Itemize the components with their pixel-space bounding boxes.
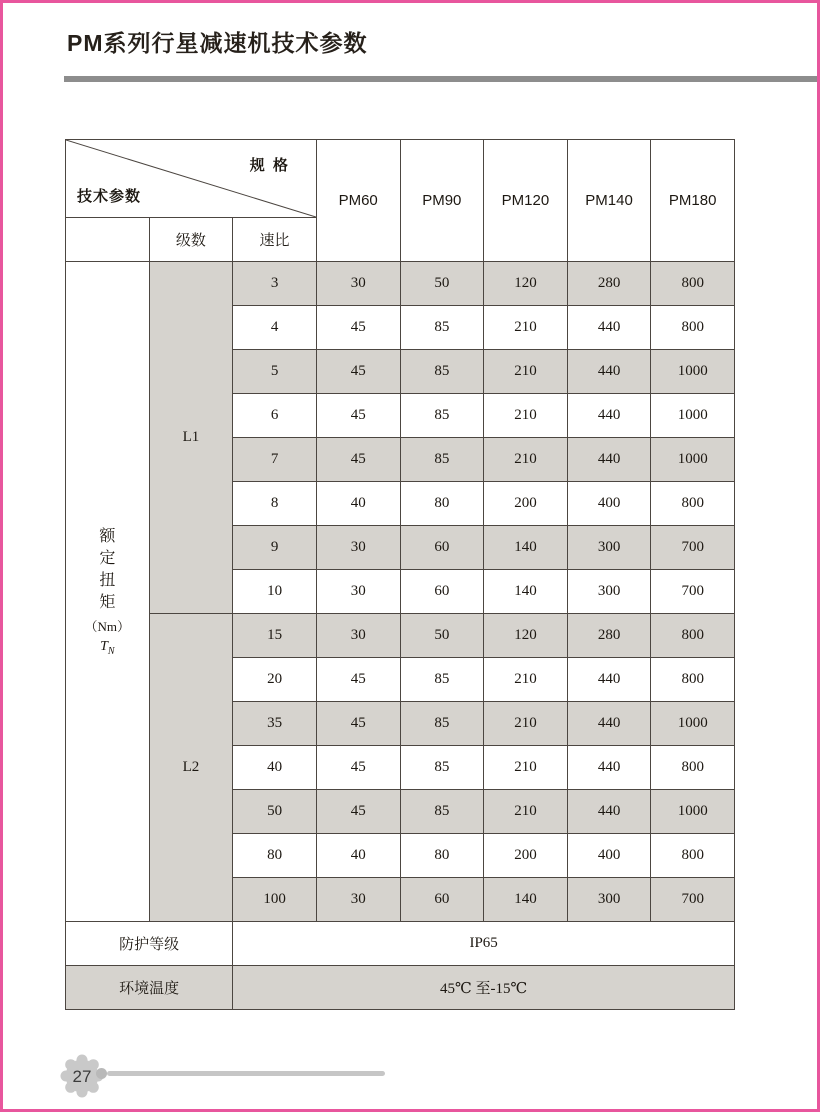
corner-header-cell (66, 140, 317, 218)
torque-value-cell: 1000 (651, 438, 735, 482)
footer-line-dot (96, 1068, 107, 1079)
ratio-cell: 6 (233, 394, 317, 438)
torque-value-cell: 85 (400, 306, 484, 350)
ratio-cell: 50 (233, 790, 317, 834)
empty-header-cell (66, 218, 150, 262)
stage-cell-l2: L2 (149, 614, 233, 922)
torque-label-cell (66, 262, 150, 922)
torque-value-cell: 210 (484, 746, 568, 790)
page-title: PM系列行星减速机技术参数 (67, 30, 368, 56)
ratio-cell: 80 (233, 834, 317, 878)
ratio-cell: 7 (233, 438, 317, 482)
torque-value-cell: 85 (400, 746, 484, 790)
stage-cell-l1: L1 (149, 262, 233, 614)
torque-value-cell: 85 (400, 394, 484, 438)
spec-table (65, 139, 735, 1010)
torque-value-cell: 60 (400, 526, 484, 570)
torque-value-cell: 45 (316, 306, 400, 350)
torque-value-cell: 800 (651, 834, 735, 878)
ratio-header-cell: 速比 (233, 218, 317, 262)
torque-value-cell: 400 (567, 482, 651, 526)
torque-value-cell: 210 (484, 438, 568, 482)
torque-value-cell: 440 (567, 702, 651, 746)
torque-value-cell: 45 (316, 790, 400, 834)
torque-value-cell: 800 (651, 262, 735, 306)
column-header-pm180: PM180 (651, 140, 735, 262)
torque-value-cell: 45 (316, 438, 400, 482)
torque-value-cell: 30 (316, 614, 400, 658)
torque-value-cell: 85 (400, 438, 484, 482)
torque-value-cell: 300 (567, 570, 651, 614)
torque-value-cell: 700 (651, 878, 735, 922)
torque-value-cell: 280 (567, 614, 651, 658)
footer-line (107, 1071, 385, 1076)
ratio-cell: 100 (233, 878, 317, 922)
torque-value-cell: 30 (316, 570, 400, 614)
ratio-cell: 8 (233, 482, 317, 526)
ratio-cell: 9 (233, 526, 317, 570)
ratio-cell: 3 (233, 262, 317, 306)
torque-value-cell: 200 (484, 482, 568, 526)
torque-value-cell: 800 (651, 306, 735, 350)
torque-value-cell: 140 (484, 526, 568, 570)
torque-value-cell: 1000 (651, 394, 735, 438)
ratio-cell: 20 (233, 658, 317, 702)
ratio-cell: 35 (233, 702, 317, 746)
torque-symbol: $T_N$ (100, 639, 115, 657)
torque-value-cell: 120 (484, 614, 568, 658)
torque-value-cell: 700 (651, 526, 735, 570)
table-bottom-row (66, 922, 735, 966)
title-divider (64, 76, 817, 82)
torque-value-cell: 440 (567, 746, 651, 790)
torque-value-cell: 140 (484, 570, 568, 614)
ratio-cell: 40 (233, 746, 317, 790)
torque-value-cell: 210 (484, 702, 568, 746)
torque-value-cell: 1000 (651, 350, 735, 394)
column-header-pm120: PM120 (484, 140, 568, 262)
corner-label-params: 技术参数 (77, 188, 142, 205)
torque-value-cell: 50 (400, 262, 484, 306)
torque-value-cell: 440 (567, 438, 651, 482)
torque-value-cell: 140 (484, 878, 568, 922)
torque-value-cell: 45 (316, 658, 400, 702)
torque-value-cell: 1000 (651, 790, 735, 834)
ratio-cell: 4 (233, 306, 317, 350)
torque-value-cell: 400 (567, 834, 651, 878)
stage-header-cell: 级数 (149, 218, 233, 262)
torque-value-cell: 210 (484, 394, 568, 438)
column-header-pm140: PM140 (567, 140, 651, 262)
bottom-row-label: 环境温度 (66, 966, 233, 1010)
torque-value-cell: 440 (567, 790, 651, 834)
torque-unit: （Nm） (84, 619, 131, 635)
torque-value-cell: 45 (316, 746, 400, 790)
torque-value-cell: 45 (316, 350, 400, 394)
torque-value-cell: 800 (651, 746, 735, 790)
torque-value-cell: 300 (567, 526, 651, 570)
torque-value-cell: 85 (400, 790, 484, 834)
torque-value-cell: 30 (316, 526, 400, 570)
column-header-pm60: PM60 (316, 140, 400, 262)
torque-value-cell: 800 (651, 614, 735, 658)
torque-value-cell: 40 (316, 834, 400, 878)
bottom-row-label: 防护等级 (66, 922, 233, 966)
torque-value-cell: 700 (651, 570, 735, 614)
torque-value-cell: 210 (484, 350, 568, 394)
torque-value-cell: 50 (400, 614, 484, 658)
torque-value-cell: 210 (484, 306, 568, 350)
torque-value-cell: 440 (567, 658, 651, 702)
torque-value-cell: 60 (400, 878, 484, 922)
torque-value-cell: 85 (400, 702, 484, 746)
torque-value-cell: 30 (316, 262, 400, 306)
torque-value-cell: 45 (316, 394, 400, 438)
header-row-top (66, 140, 735, 218)
torque-value-cell: 210 (484, 658, 568, 702)
torque-value-cell: 80 (400, 482, 484, 526)
torque-value-cell: 60 (400, 570, 484, 614)
bottom-row-value: 45℃ 至-15℃ (233, 966, 735, 1010)
torque-value-cell: 280 (567, 262, 651, 306)
ratio-cell: 5 (233, 350, 317, 394)
bottom-row-value: IP65 (233, 922, 735, 966)
torque-value-cell: 85 (400, 658, 484, 702)
torque-value-cell: 300 (567, 878, 651, 922)
torque-value-cell: 200 (484, 834, 568, 878)
page-number: 27 (72, 1067, 92, 1086)
torque-label-vertical: 额定扭矩 (99, 528, 116, 612)
torque-value-cell: 1000 (651, 702, 735, 746)
torque-value-cell: 30 (316, 878, 400, 922)
torque-value-cell: 40 (316, 482, 400, 526)
table-row (66, 262, 735, 306)
torque-value-cell: 800 (651, 658, 735, 702)
ratio-cell: 10 (233, 570, 317, 614)
table-row (66, 614, 735, 658)
torque-value-cell: 120 (484, 262, 568, 306)
torque-value-cell: 440 (567, 350, 651, 394)
torque-value-cell: 440 (567, 394, 651, 438)
torque-value-cell: 80 (400, 834, 484, 878)
column-header-pm90: PM90 (400, 140, 484, 262)
torque-value-cell: 85 (400, 350, 484, 394)
spec-table-body (66, 262, 735, 1010)
ratio-cell: 15 (233, 614, 317, 658)
torque-value-cell: 45 (316, 702, 400, 746)
torque-value-cell: 800 (651, 482, 735, 526)
torque-value-cell: 440 (567, 306, 651, 350)
torque-value-cell: 210 (484, 790, 568, 834)
table-bottom-row (66, 966, 735, 1010)
corner-label-spec: 规 格 (249, 157, 290, 174)
